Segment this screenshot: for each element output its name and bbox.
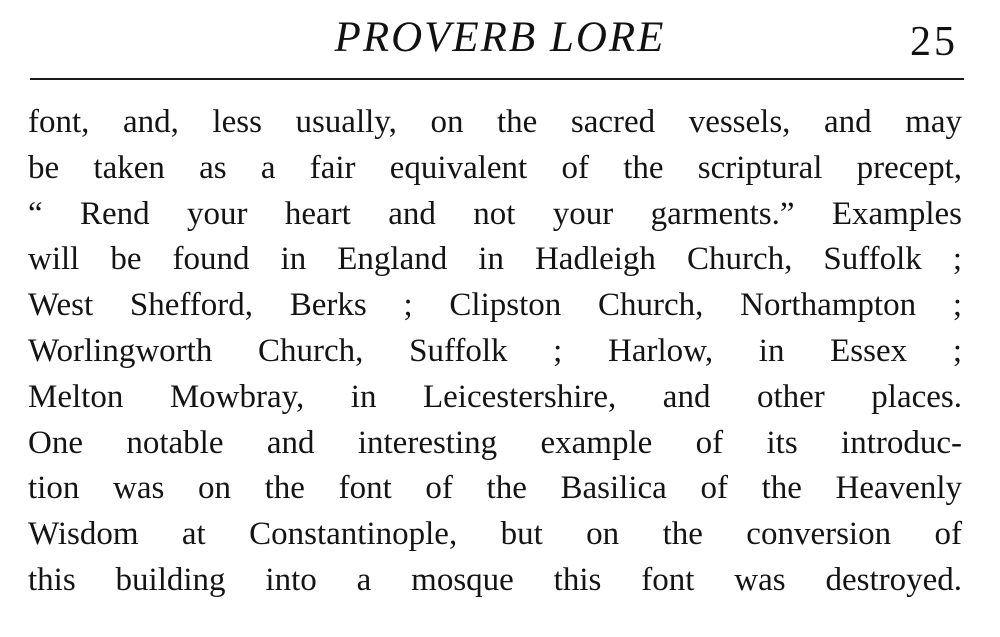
text-line: will be found in England in Hadleigh Church, Suffolk ; — [28, 241, 962, 278]
text-line: Wisdom at Constantinople, but on the conversion of — [28, 516, 962, 553]
body-paragraph — [28, 100, 962, 604]
text-line: be taken as a fair equivalent of the scriptural precept, — [28, 149, 962, 186]
text-line: tion was on the font of the Basilica of the Heavenly — [28, 470, 962, 507]
text-line: this building into a mosque this font was destroyed. — [28, 561, 962, 598]
text-line: “ Rend your heart and not your garments.” Examples — [28, 195, 962, 232]
page-number: 25 — [910, 19, 958, 65]
header-rule — [30, 78, 964, 80]
text-line: font, and, less usually, on the sacred vessels, and may — [28, 104, 962, 140]
text-line: West Shefford, Berks ; Clipston Church, Northampton ; — [28, 287, 962, 324]
text-line: Worlingworth Church, Suffolk ; Harlow, in Essex ; — [28, 332, 962, 369]
text-line: Melton Mowbray, in Leicestershire, and other places. — [28, 378, 962, 415]
text-line: One notable and interesting example of its introduc- — [28, 424, 962, 461]
running-title: PROVERB LORE — [334, 14, 666, 61]
